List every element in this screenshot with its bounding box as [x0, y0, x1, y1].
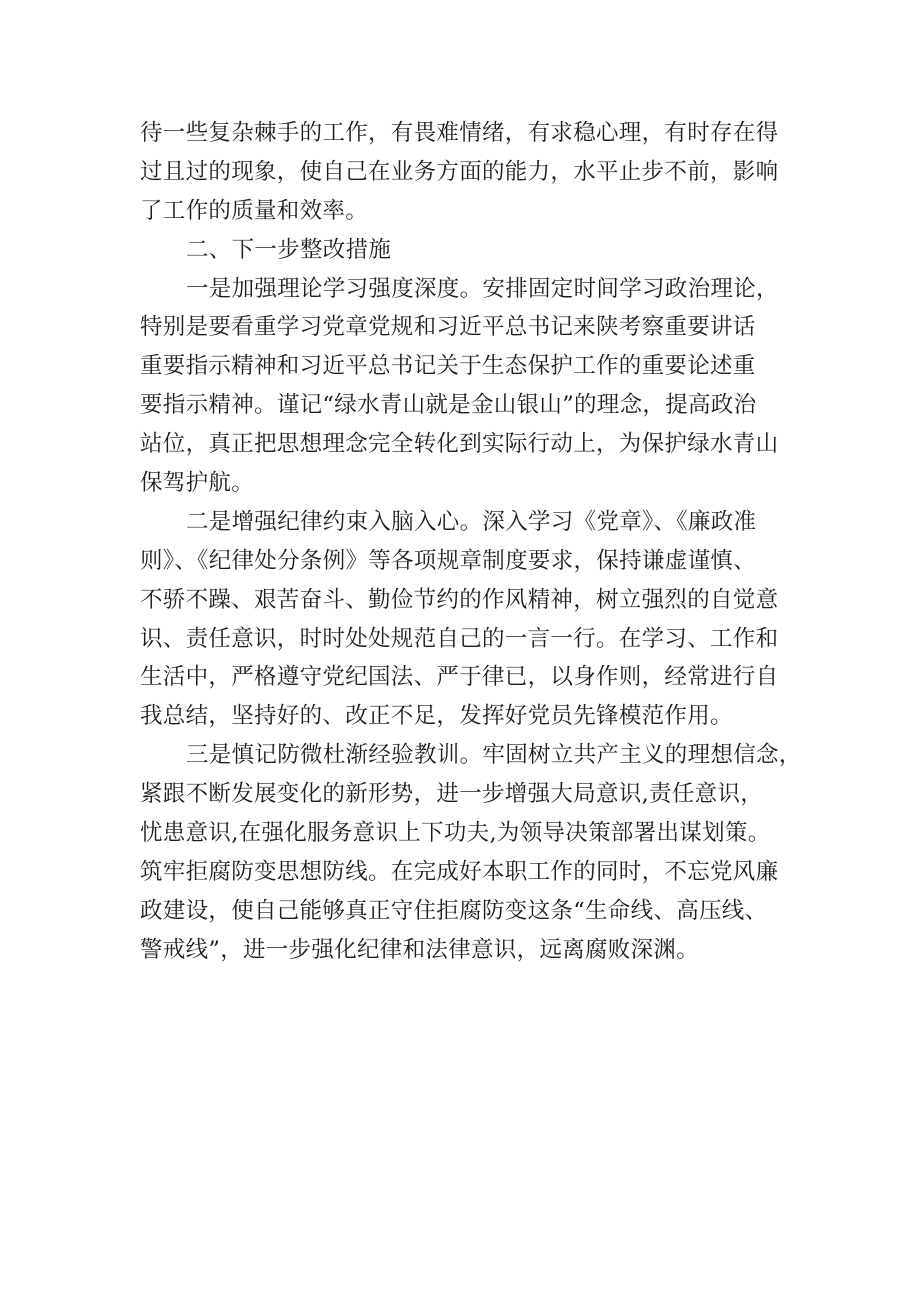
- text-line: 过且过的现象，使自己在业务方面的能力，水平止步不前，影响: [140, 158, 779, 185]
- text-line: 生活中，严格遵守党纪国法、严于律已，以身作则，经常进行自: [140, 664, 779, 691]
- section-heading: 二、下一步整改措施: [186, 236, 392, 263]
- text-line: 要指示精神。谨记“绿水青山就是金山银山”的理念，提高政治: [140, 392, 757, 419]
- text-line: 特别是要看重学习党章党规和习近平总书记来陕考察重要讲话: [140, 314, 756, 341]
- text-line: 我总结，坚持好的、改正不足，发挥好党员先锋模范作用。: [140, 703, 733, 730]
- text-line: 则》、《纪律处分条例》等各项规章制度要求，保持谦虚谨慎、: [140, 547, 756, 574]
- text-line: 筑牢拒腐防变思想防线。在完成好本职工作的同时，不忘党风廉: [140, 858, 779, 885]
- text-line: 重要指示精神和习近平总书记关于生态保护工作的重要论述重: [140, 353, 756, 380]
- text-line: 忧患意识,在强化服务意识上下功夫,为领导决策部署出谋划策。: [140, 820, 771, 847]
- text-line: 站位，真正把思想理念完全转化到实际行动上，为保护绿水青山: [140, 431, 779, 458]
- text-line: 三是慎记防微杜渐经验教训。牢固树立共产主义的理想信念，: [186, 742, 802, 769]
- text-line: 二是增强纪律约束入脑入心。深入学习《党章》、《廉政准: [186, 508, 757, 535]
- document-body: [140, 114, 802, 970]
- text-line: 紧跟不断发展变化的新形势，进一步增强大局意识,责任意识，: [140, 781, 764, 808]
- text-line: 政建设，使自己能够真正守住拒腐防变这条“生命线、高压线、: [140, 897, 768, 924]
- text-line: 保驾护航。: [140, 470, 255, 497]
- text-line: 不骄不躁、艰苦奋斗、勤俭节约的作风精神，树立强烈的自觉意: [140, 586, 779, 613]
- text-line: 识、责任意识，时时处处规范自己的一言一行。在学习、工作和: [140, 625, 779, 652]
- text-line: 待一些复杂棘手的工作，有畏难情绪，有求稳心理，有时存在得: [140, 120, 779, 146]
- text-line: 警戒线”，进一步强化纪律和法律意识，远离腐败深渊。: [140, 936, 700, 963]
- text-line: 了工作的质量和效率。: [140, 197, 369, 224]
- text-line: 一是加强理论学习强度深度。安排固定时间学习政治理论，: [186, 275, 779, 302]
